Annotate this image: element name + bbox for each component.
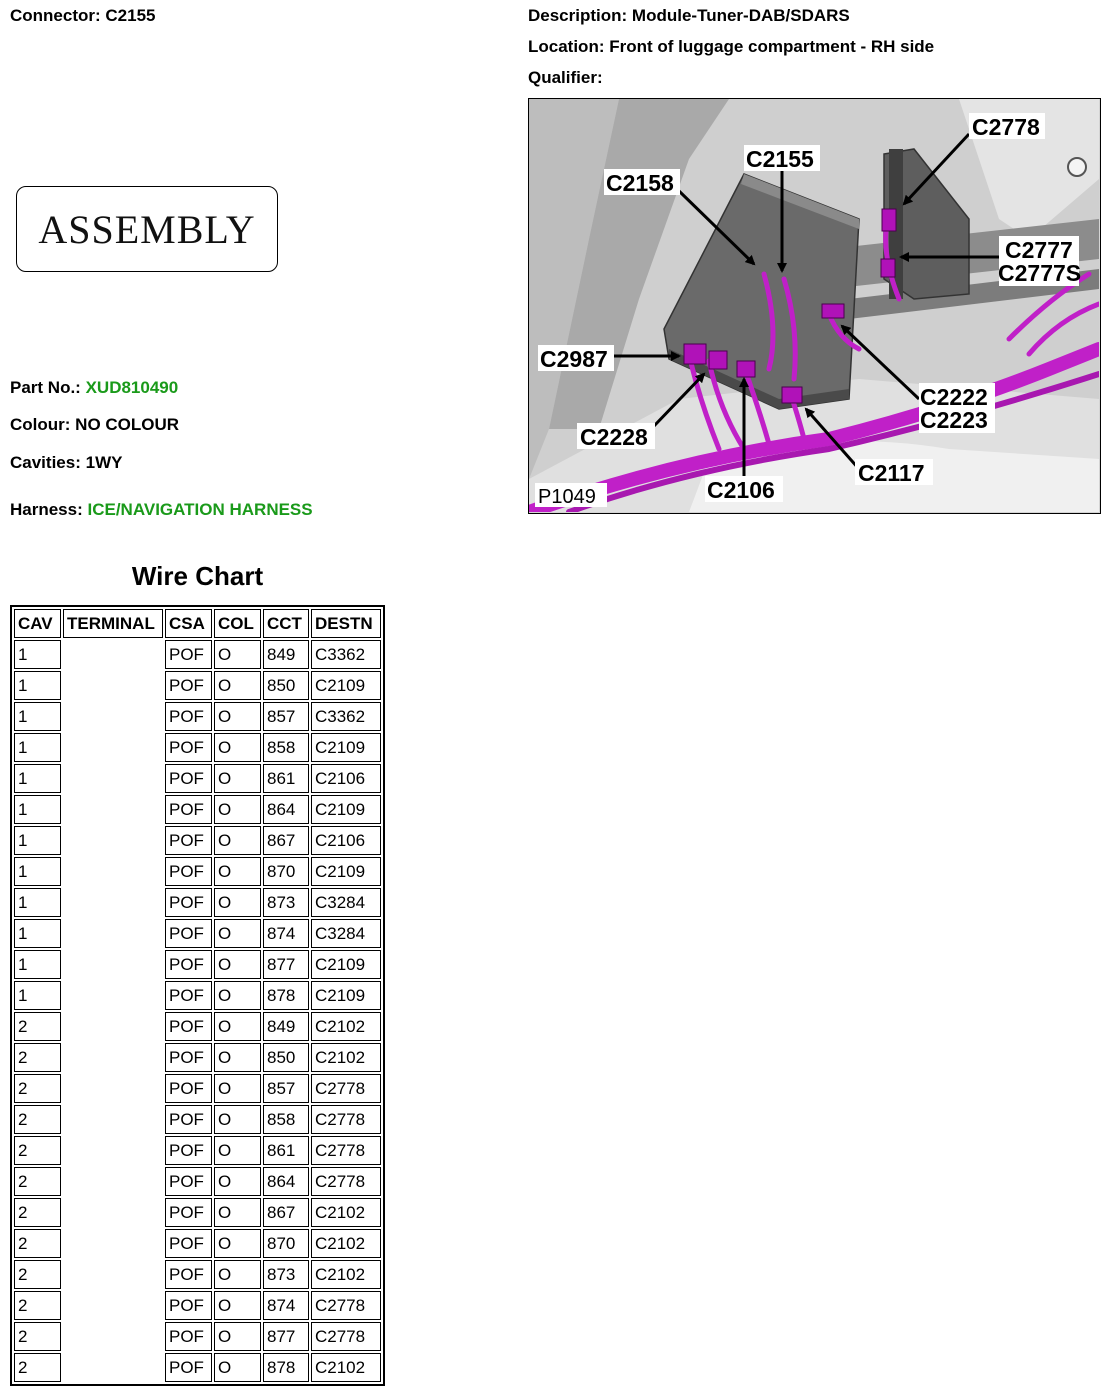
cell-cav: 1 [14, 826, 61, 855]
cell-col: O [214, 1322, 261, 1351]
wire-chart-table [10, 605, 385, 1386]
cell-col: O [214, 1167, 261, 1196]
header-cct: CCT [263, 609, 309, 638]
cavities-label: Cavities: [10, 453, 81, 472]
cell-terminal [63, 919, 163, 948]
cell-csa: POF [165, 950, 212, 979]
callout-c2777s: C2777S [998, 260, 1082, 286]
cell-col: O [214, 888, 261, 917]
cell-destn: C2109 [311, 981, 381, 1010]
cell-destn: C2778 [311, 1136, 381, 1165]
cell-terminal [63, 1229, 163, 1258]
cell-col: O [214, 733, 261, 762]
cell-cav: 2 [14, 1136, 61, 1165]
connector-line [10, 6, 156, 26]
cell-terminal [63, 1322, 163, 1351]
cell-destn: C2106 [311, 764, 381, 793]
table-row [14, 1353, 381, 1382]
cell-terminal [63, 950, 163, 979]
cell-csa: POF [165, 826, 212, 855]
table-row [14, 1260, 381, 1289]
cell-cav: 1 [14, 981, 61, 1010]
cell-terminal [63, 1012, 163, 1041]
cell-cav: 2 [14, 1074, 61, 1103]
table-row [14, 764, 381, 793]
description-label: Description: [528, 6, 628, 25]
cell-terminal [63, 1074, 163, 1103]
cell-csa: POF [165, 888, 212, 917]
cell-col: O [214, 764, 261, 793]
cell-cct: 861 [263, 764, 309, 793]
qualifier-label: Qualifier: [528, 68, 603, 87]
wire-chart-body [14, 640, 381, 1382]
cell-cct: 850 [263, 671, 309, 700]
cell-cct: 864 [263, 1167, 309, 1196]
cell-col: O [214, 1074, 261, 1103]
cell-col: O [214, 702, 261, 731]
cell-cav: 1 [14, 857, 61, 886]
part-no-line [10, 378, 178, 398]
callout-p1049: P1049 [538, 486, 596, 508]
cell-cct: 873 [263, 888, 309, 917]
description-line [528, 6, 850, 26]
table-row [14, 1198, 381, 1227]
cell-cct: 858 [263, 733, 309, 762]
cell-destn: C2102 [311, 1198, 381, 1227]
wire-chart-title: Wire Chart [131, 561, 264, 591]
table-row [14, 1167, 381, 1196]
cell-terminal [63, 733, 163, 762]
cell-destn: C3362 [311, 702, 381, 731]
table-row [14, 1229, 381, 1258]
cell-cct: 867 [263, 826, 309, 855]
connector-location-photo [528, 98, 1101, 514]
cell-col: O [214, 950, 261, 979]
colour-label: Colour: [10, 415, 71, 434]
cell-cct: 858 [263, 1105, 309, 1134]
table-row [14, 857, 381, 886]
callout-c2228: C2228 [580, 424, 648, 450]
cell-destn: C2102 [311, 1012, 381, 1041]
table-row [14, 640, 381, 669]
table-row [14, 671, 381, 700]
cell-destn: C2778 [311, 1167, 381, 1196]
cell-col: O [214, 1260, 261, 1289]
description-value: Module-Tuner-DAB/SDARS [631, 6, 850, 25]
cell-cct: 867 [263, 1198, 309, 1227]
cell-col: O [214, 1012, 261, 1041]
header-terminal: TERMINAL [63, 609, 163, 638]
part-no-link[interactable]: XUD810490 [85, 378, 179, 397]
connector-value: C2155 [105, 6, 156, 25]
cell-terminal [63, 640, 163, 669]
cell-destn: C2102 [311, 1229, 381, 1258]
cell-cav: 1 [14, 733, 61, 762]
cell-destn: C2106 [311, 826, 381, 855]
cell-csa: POF [165, 1105, 212, 1134]
cell-csa: POF [165, 1043, 212, 1072]
cell-destn: C2102 [311, 1260, 381, 1289]
callout-c2155: C2155 [746, 146, 814, 172]
cell-destn: C2109 [311, 950, 381, 979]
assembly-text: ASSEMBLY [38, 206, 256, 252]
cell-destn: C2778 [311, 1322, 381, 1351]
cell-col: O [214, 981, 261, 1010]
table-row [14, 981, 381, 1010]
cell-col: O [214, 1043, 261, 1072]
cell-cav: 2 [14, 1353, 61, 1382]
cell-col: O [214, 1136, 261, 1165]
harness-line [10, 500, 313, 520]
cell-cct: 874 [263, 919, 309, 948]
cell-csa: POF [165, 1322, 212, 1351]
cell-cct: 857 [263, 702, 309, 731]
cell-csa: POF [165, 1167, 212, 1196]
table-row [14, 702, 381, 731]
cell-csa: POF [165, 1353, 212, 1382]
table-row [14, 795, 381, 824]
cell-cct: 873 [263, 1260, 309, 1289]
cell-csa: POF [165, 1136, 212, 1165]
table-row [14, 1291, 381, 1320]
cell-csa: POF [165, 640, 212, 669]
cell-cav: 1 [14, 764, 61, 793]
table-row [14, 950, 381, 979]
cell-destn: C3284 [311, 888, 381, 917]
cell-col: O [214, 1353, 261, 1382]
cell-cav: 1 [14, 702, 61, 731]
cell-csa: POF [165, 1074, 212, 1103]
table-row [14, 826, 381, 855]
cell-cct: 870 [263, 857, 309, 886]
header-destn: DESTN [311, 609, 381, 638]
cell-cct: 849 [263, 1012, 309, 1041]
cell-terminal [63, 1167, 163, 1196]
table-row [14, 1012, 381, 1041]
location-label: Location: [528, 37, 605, 56]
colour-line [10, 415, 179, 435]
cell-destn: C2778 [311, 1105, 381, 1134]
cavities-line [10, 453, 122, 473]
cell-cct: 877 [263, 1322, 309, 1351]
callout-c2106: C2106 [707, 477, 775, 503]
cell-col: O [214, 919, 261, 948]
cell-terminal [63, 1353, 163, 1382]
callout-c2222: C2222 [920, 384, 988, 410]
header-csa: CSA [165, 609, 212, 638]
cell-terminal [63, 795, 163, 824]
cell-csa: POF [165, 702, 212, 731]
cell-terminal [63, 1105, 163, 1134]
cell-cct: 861 [263, 1136, 309, 1165]
cell-terminal [63, 671, 163, 700]
cell-cav: 1 [14, 671, 61, 700]
cell-col: O [214, 1291, 261, 1320]
cell-col: O [214, 1105, 261, 1134]
cell-csa: POF [165, 981, 212, 1010]
cell-terminal [63, 826, 163, 855]
callout-c2778: C2778 [972, 114, 1040, 140]
cell-col: O [214, 857, 261, 886]
cell-col: O [214, 826, 261, 855]
cell-destn: C2102 [311, 1043, 381, 1072]
cell-csa: POF [165, 795, 212, 824]
cell-cav: 2 [14, 1260, 61, 1289]
table-row [14, 1136, 381, 1165]
cell-cav: 1 [14, 640, 61, 669]
table-row [14, 733, 381, 762]
cell-csa: POF [165, 919, 212, 948]
connector-label: Connector: [10, 6, 101, 25]
table-row [14, 1105, 381, 1134]
qualifier-line [528, 68, 603, 88]
cell-destn: C2778 [311, 1291, 381, 1320]
cell-csa: POF [165, 1012, 212, 1041]
cell-terminal [63, 764, 163, 793]
cell-destn: C2109 [311, 671, 381, 700]
cell-col: O [214, 671, 261, 700]
part-no-label: Part No.: [10, 378, 81, 397]
cell-csa: POF [165, 764, 212, 793]
cell-terminal [63, 888, 163, 917]
callout-c2117: C2117 [858, 460, 925, 486]
header-cav: CAV [14, 609, 61, 638]
cell-destn: C3362 [311, 640, 381, 669]
cell-cct: 878 [263, 1353, 309, 1382]
cell-cct: 849 [263, 640, 309, 669]
location-line [528, 37, 934, 57]
cell-col: O [214, 1229, 261, 1258]
location-value: Front of luggage compartment - RH side [609, 37, 935, 56]
cell-col: O [214, 640, 261, 669]
cell-cct: 850 [263, 1043, 309, 1072]
cell-cav: 2 [14, 1322, 61, 1351]
cell-cct: 870 [263, 1229, 309, 1258]
cell-terminal [63, 702, 163, 731]
cell-cct: 877 [263, 950, 309, 979]
cell-csa: POF [165, 857, 212, 886]
cavities-value: 1WY [85, 453, 123, 472]
cell-csa: POF [165, 671, 212, 700]
harness-link[interactable]: ICE/NAVIGATION HARNESS [87, 500, 313, 519]
cell-destn: C2109 [311, 795, 381, 824]
location-illustration [529, 99, 1099, 512]
table-row [14, 888, 381, 917]
cell-terminal [63, 1198, 163, 1227]
cell-cav: 2 [14, 1198, 61, 1227]
cell-cav: 2 [14, 1012, 61, 1041]
cell-csa: POF [165, 733, 212, 762]
cell-cav: 1 [14, 950, 61, 979]
cell-terminal [63, 981, 163, 1010]
cell-cct: 878 [263, 981, 309, 1010]
cell-terminal [63, 1291, 163, 1320]
table-row [14, 919, 381, 948]
cell-cav: 1 [14, 795, 61, 824]
cell-cct: 874 [263, 1291, 309, 1320]
cell-cav: 2 [14, 1291, 61, 1320]
callout-c2158: C2158 [606, 170, 674, 196]
cell-destn: C2778 [311, 1074, 381, 1103]
cell-cct: 864 [263, 795, 309, 824]
cell-csa: POF [165, 1229, 212, 1258]
cell-cav: 1 [14, 919, 61, 948]
cell-terminal [63, 1136, 163, 1165]
header-col: COL [214, 609, 261, 638]
callout-c2223: C2223 [920, 407, 988, 433]
cell-csa: POF [165, 1198, 212, 1227]
cell-col: O [214, 1198, 261, 1227]
cell-destn: C2109 [311, 857, 381, 886]
cell-cav: 1 [14, 888, 61, 917]
cell-csa: POF [165, 1291, 212, 1320]
wire-chart-header-row [14, 609, 381, 638]
callout-c2777: C2777 [1005, 237, 1073, 263]
table-row [14, 1322, 381, 1351]
cell-cct: 857 [263, 1074, 309, 1103]
assembly-box [16, 186, 278, 272]
cell-terminal [63, 1043, 163, 1072]
cell-cav: 2 [14, 1043, 61, 1072]
cell-destn: C2102 [311, 1353, 381, 1382]
cell-csa: POF [165, 1260, 212, 1289]
cell-terminal [63, 1260, 163, 1289]
cell-destn: C3284 [311, 919, 381, 948]
table-row [14, 1074, 381, 1103]
cell-cav: 2 [14, 1167, 61, 1196]
cell-cav: 2 [14, 1229, 61, 1258]
harness-label: Harness: [10, 500, 83, 519]
callout-c2987: C2987 [540, 346, 608, 372]
cell-destn: C2109 [311, 733, 381, 762]
cell-terminal [63, 857, 163, 886]
colour-value: NO COLOUR [75, 415, 180, 434]
cell-col: O [214, 795, 261, 824]
table-row [14, 1043, 381, 1072]
cell-cav: 2 [14, 1105, 61, 1134]
